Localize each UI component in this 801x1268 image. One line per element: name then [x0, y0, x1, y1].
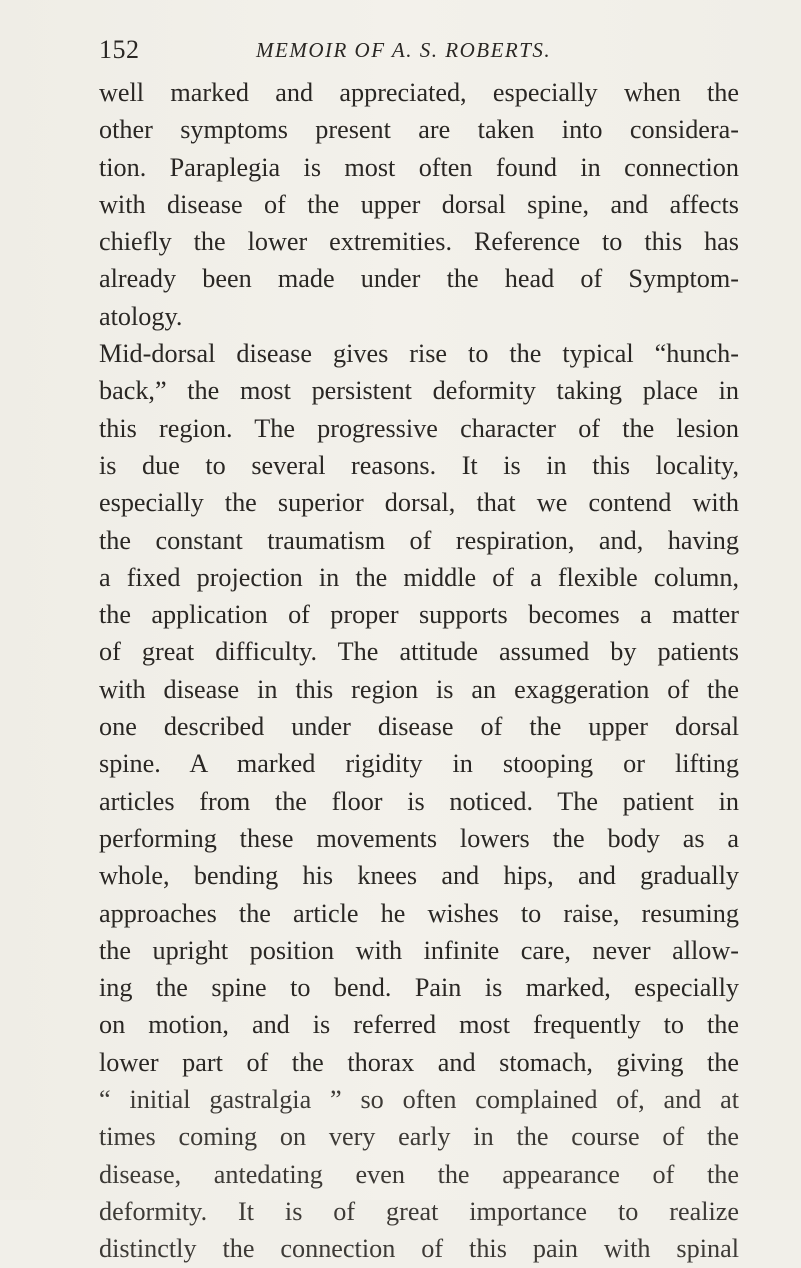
text-line: of great difficulty. The attitude assumed by patients — [99, 637, 739, 667]
text-line: the application of proper supports becomes a matter — [99, 600, 739, 630]
text-line: one described under disease of the upper dorsal — [99, 712, 739, 742]
text-line: articles from the floor is noticed. The patient in — [99, 786, 739, 816]
text-line: especially the superior dorsal, that we contend with — [99, 488, 739, 518]
text-line: spine. A marked rigidity in stooping or lifting — [99, 749, 739, 779]
text-line: lower part of the thorax and stomach, giving the — [99, 1047, 739, 1077]
text-line: with disease in this region is an exaggeration of the — [99, 674, 739, 704]
text-line: other symptoms present are taken into considera- — [99, 115, 739, 145]
text-line: back,” the most persistent deformity taking place in — [99, 376, 739, 406]
text-line: Mid-dorsal disease gives rise to the typical “hunch- — [99, 339, 739, 369]
text-line: performing these movements lowers the body as a — [99, 823, 739, 853]
text-line: well marked and appreciated, especially when the — [99, 78, 739, 107]
text-line: deformity. It is of great importance to realize — [99, 1196, 739, 1226]
text-line: on motion, and is referred most frequently to the — [99, 1010, 739, 1040]
page-header — [99, 30, 739, 70]
text-line: chiefly the lower extremities. Reference to this has — [99, 227, 739, 257]
text-line: whole, bending his knees and hips, and gradually — [99, 861, 739, 891]
text-line: times coming on very early in the course of the — [99, 1122, 739, 1152]
text-line: “ initial gastralgia ” so often complained of, and at — [99, 1085, 739, 1115]
text-line: distinctly the connection of this pain with spinal — [99, 1234, 739, 1264]
text-line: the constant traumatism of respiration, and, having — [99, 525, 739, 555]
page-number: 152 — [99, 35, 140, 64]
text-line: ing the spine to bend. Pain is marked, especially — [99, 973, 739, 1003]
text-line: this region. The progressive character of the lesion — [99, 413, 739, 443]
text-line: the upright position with infinite care, never allow- — [99, 935, 739, 965]
text-line: atology. — [99, 301, 183, 331]
text-line: already been made under the head of Symptom- — [99, 264, 739, 294]
running-head: MEMOIR OF A. S. ROBERTS. — [256, 38, 552, 62]
text-line: tion. Paraplegia is most often found in connection — [99, 152, 739, 182]
text-line: is due to several reasons. It is in this locality, — [99, 450, 739, 480]
text-line: disease, antedating even the appearance of the — [99, 1159, 739, 1189]
text-line: with disease of the upper dorsal spine, and affects — [99, 189, 739, 219]
body-text — [99, 74, 739, 1268]
text-line: a fixed projection in the middle of a flexible column, — [99, 562, 739, 592]
text-line: approaches the article he wishes to raise, resuming — [99, 898, 739, 928]
